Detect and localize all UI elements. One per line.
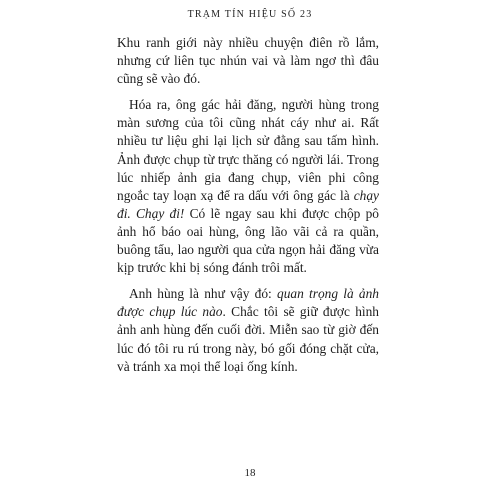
paragraph-2-italic-phrase: chạy đi. Chạy đi! <box>117 187 379 221</box>
paragraph-3-segment-3: . Chắc tôi sẽ giữ được hình ảnh anh hùng đến cuối đời. Miễn sao từ giờ đến lúc đó tôi ru rú trong này, bó gối đóng chặt cửa, và tránh xa mọi thể loại ống kính. <box>117 304 380 374</box>
running-header: TRẠM TÍN HIỆU SỐ 23 <box>187 9 313 20</box>
page-number: 18 <box>244 467 256 479</box>
paragraph-2-segment-3: Có lẽ ngay sau khi được chộp pô ảnh hổ báo oai hùng, ông lão vãi cả ra quần, buông tẩu, lao người qua cửa ngọn hải đăng vừa kịp trước khi bị sóng đánh trôi mất. <box>117 205 379 276</box>
paragraph-2-segment-1: Hóa ra, ông gác hải đăng, người hùng trong màn sương của tôi cũng nhát cáy như ai. Rất nhiều tư liệu ghi lại lịch sử đằng sau tấm hình. Ảnh được chụp từ trực thăng có người lái. Trong lúc nhiếp ảnh gia đang chụp, viên phi công ngoắc tay loạn xạ để ra dấu với ông gác là <box>117 97 379 203</box>
paragraph-3-segment-1: Anh hùng là như vậy đó: <box>129 286 277 302</box>
paragraph-3 <box>117 285 379 375</box>
body-text <box>117 34 379 384</box>
paragraph-1-segment-1: Khu ranh giới này nhiều chuyện điên rồ lắm, nhưng cứ liên tục nhún vai và làm ngơ thì đâu cũng sẽ vào đó. <box>117 35 379 87</box>
paragraph-2 <box>117 96 379 277</box>
paragraph-3-italic-phrase: quan trọng là ảnh được chụp lúc nào <box>117 286 379 320</box>
paragraph-1 <box>117 34 379 88</box>
